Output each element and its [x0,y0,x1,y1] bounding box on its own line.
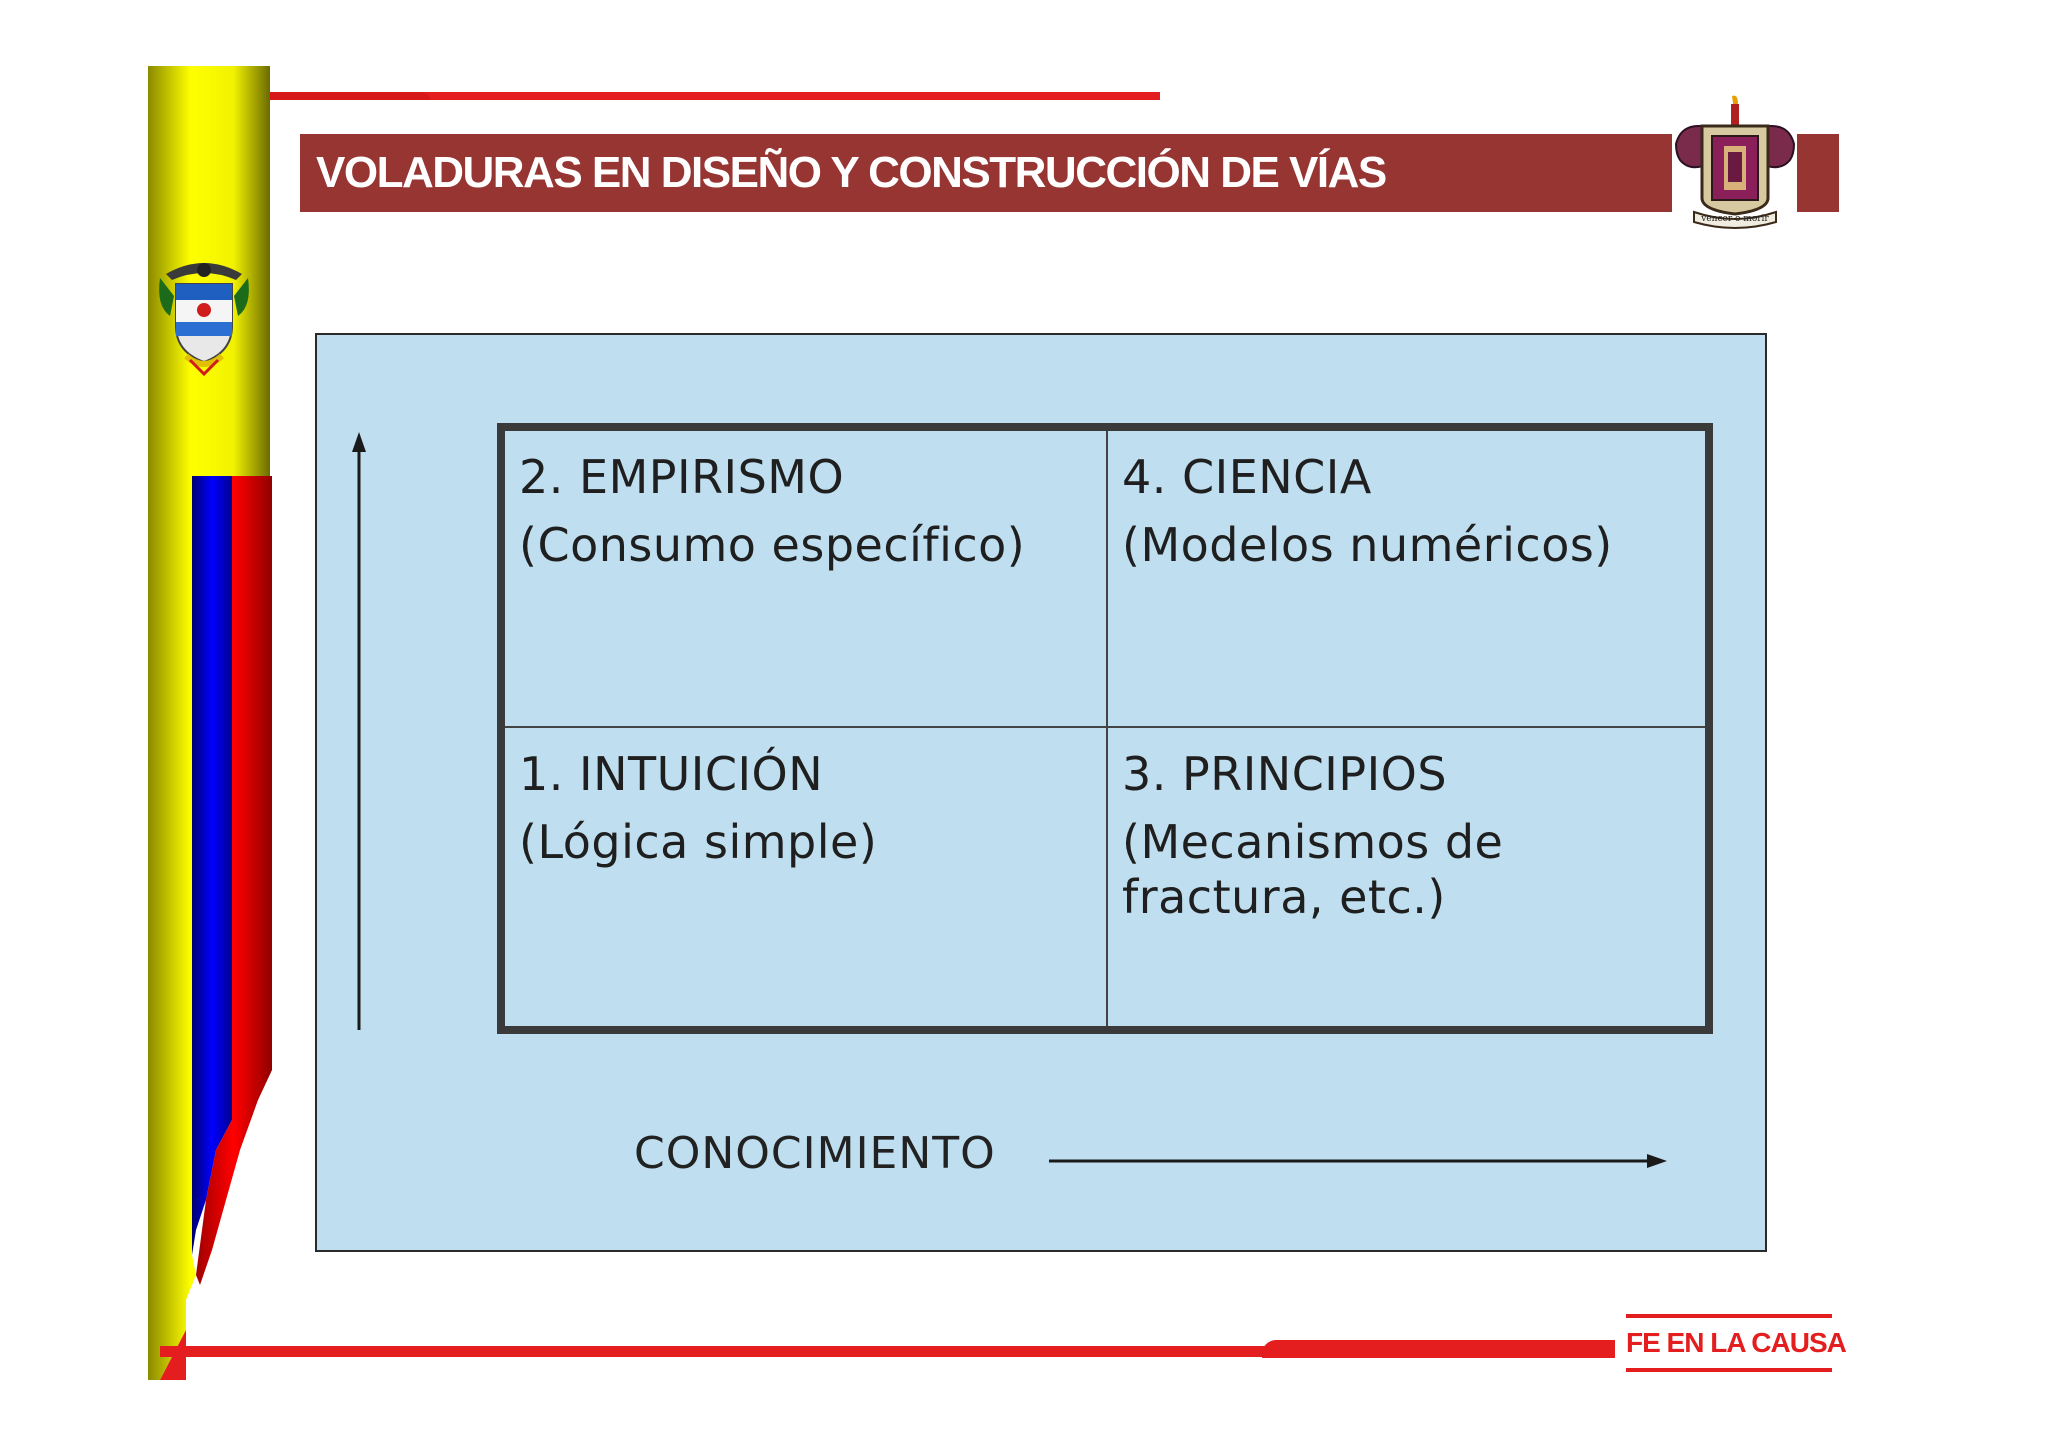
colombia-coat-of-arms-icon [156,256,252,376]
cell-heading: 2. EMPIRISMO [519,450,845,504]
page-title: VOLADURAS EN DISEÑO Y CONSTRUCCIÓN DE VÍAS [300,134,1672,212]
left-flag-pillar [0,0,290,1447]
x-axis-label: CONOCIMIENTO [634,1128,996,1179]
cell-heading: 1. INTUICIÓN [519,747,824,801]
matrix-cell-empirismo [505,431,1108,728]
matrix-cell-ciencia [1108,431,1705,728]
matrix-cell-principios [1108,728,1705,1026]
vertical-axis-arrow [340,430,380,1035]
title-bar-end-cap [1797,134,1839,212]
cell-description: (Lógica simple) [519,815,878,870]
university-crest-icon [1672,94,1798,230]
cell-heading: 4. CIENCIA [1122,450,1372,504]
top-red-rule [270,92,1160,100]
crest-motto: vencer o morir [1701,214,1769,224]
cell-description: (Mecanismos de fractura, etc.) [1122,815,1504,925]
horizontal-axis-arrow [1045,1146,1670,1176]
matrix-cell-intuicion [505,728,1108,1026]
cell-description: (Modelos numéricos) [1122,518,1613,573]
footer-motto-logo: FE EN LA CAUSA [1626,1314,1832,1372]
cell-heading: 3. PRINCIPIOS [1122,747,1448,801]
cell-description: (Consumo específico) [519,518,1026,573]
bottom-red-rule-accent [1262,1340,1615,1358]
knowledge-matrix [497,423,1713,1034]
